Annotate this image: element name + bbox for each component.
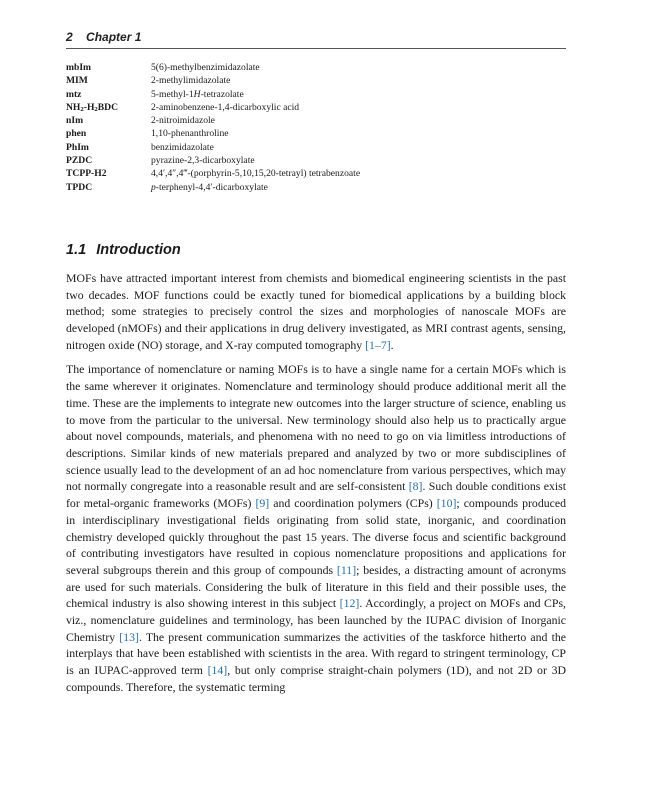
section-title: Introduction bbox=[96, 241, 181, 258]
citation-link[interactable]: [1–7] bbox=[365, 337, 391, 352]
paragraph bbox=[66, 270, 566, 354]
abbreviation-term: nIm bbox=[66, 115, 84, 127]
abbreviation-definition: 1,10-phenanthroline bbox=[151, 128, 229, 140]
citation-link[interactable]: [14] bbox=[207, 663, 228, 678]
section-heading bbox=[66, 242, 566, 258]
abbreviation-row bbox=[66, 181, 566, 194]
citation-link[interactable]: [8] bbox=[408, 479, 423, 494]
abbreviation-term: mtz bbox=[66, 88, 82, 100]
abbreviation-term: PZDC bbox=[66, 155, 93, 167]
paragraph-text: MOFs have attracted important interest from chemists and biomedical engineering scientists in the past two decades. MOF functions could be exactly tuned for biomedical applications by a building block method; some strategies to precisely control the sizes and morphologies of nanoscale MOFs are developed (nMOFs) and their applications in drug delivery investigated, as MRI contrast agents, sensing, nitrogen oxide (NO) storage, and X-ray computed tomography bbox=[66, 270, 566, 352]
paragraph-text: ; compounds produced in interdisciplinary investigational fields originating from solid state, inorganic, and coordination chemistry developed quickly throughout the past 15 years. The diverse focus and scientific background of contributing investigators have resulted in copious nomenclature propositions and applications for several subgroups therein and this group of compounds bbox=[66, 496, 566, 577]
abbreviation-row bbox=[66, 74, 566, 87]
abbreviation-row bbox=[66, 88, 566, 101]
abbreviation-row bbox=[66, 167, 566, 180]
abbreviation-definition: pyrazine-2,3-dicarboxylate bbox=[151, 155, 255, 167]
paragraph-text: and coordination polymers (CPs) bbox=[269, 496, 437, 511]
abbreviation-row bbox=[66, 141, 566, 154]
abbreviation-row bbox=[66, 154, 566, 167]
paragraph-text: The importance of nomenclature or naming MOFs is to have a single name for a certain MOFs which is the same wherever it originates. Nomenclature and terminology should produce additional merit all the time. These are the implements to integrate new outcomes into the larger structure of science, enabling us to move from the particular to the universal. New terminology should also help us to practically argue about novel compounds, materials, and phenomena with no need to go on via limitless introductions of descriptions. Similar kinds of new materials prepared and analyzed by two or more subdisciplines of science usually lead to the development of an ad hoc nomenclature from various perspectives, which may not normally congregate into a reasonable result and are self-consistent bbox=[66, 362, 566, 494]
paragraph-text: . Accordingly, a project on MOFs and CPs, viz., nomenclature guidelines and terminology, has been launched by the IUPAC division of Inorganic Chemistry bbox=[66, 596, 566, 644]
abbreviation-term: mbIm bbox=[66, 62, 92, 73]
page bbox=[66, 30, 566, 696]
chapter-label: Chapter 1 bbox=[86, 30, 142, 44]
abbreviation-term: $NH_2-H_2BDC$ bbox=[66, 101, 119, 113]
abbreviation-definition: benzimidazolate bbox=[151, 141, 214, 153]
citation-link[interactable]: [11] bbox=[336, 562, 357, 577]
citation-link[interactable]: [12] bbox=[339, 596, 360, 611]
abbreviation-term: TPDC bbox=[66, 181, 93, 193]
abbreviation-definition: 4,4′,4″,4‴-(porphyrin-5,10,15,20-tetrayl) tetrabenzoate bbox=[151, 168, 361, 180]
abbreviation-definition: 5(6)-methylbenzimidazolate bbox=[151, 62, 260, 73]
abbreviation-row bbox=[66, 114, 566, 127]
page-number: 2 bbox=[66, 30, 73, 44]
abbreviation-row bbox=[66, 61, 566, 74]
abbreviation-definition: 2-nitroimidazole bbox=[151, 115, 215, 127]
paragraph-text: . The present communication summarizes the activities of the taskforce hitherto and the interplays that have been established with scientists in the area. With regard to stringent terminology, CP is an IUPAC-approved term bbox=[66, 629, 566, 678]
paragraph-text: , but only comprise straight-chain polymers (1D), and not 2D or 3D compounds. Therefore, the systematic terming bbox=[66, 663, 566, 694]
citation-link[interactable]: [10] bbox=[436, 496, 457, 511]
abbreviation-row bbox=[66, 101, 566, 114]
abbreviation-term: phen bbox=[66, 128, 87, 140]
paragraph-text: . Such double conditions exist for metal-organic frameworks (MOFs) bbox=[66, 479, 566, 511]
citation-link[interactable]: [9] bbox=[255, 496, 270, 511]
citation-link[interactable]: [13] bbox=[119, 629, 139, 644]
abbreviation-list bbox=[66, 61, 566, 194]
section-number: 1.1 bbox=[66, 241, 87, 258]
running-head bbox=[66, 30, 566, 49]
abbreviation-term: PhIm bbox=[66, 141, 89, 153]
abbreviation-definition: 2-methylimidazolate bbox=[151, 75, 231, 87]
abbreviation-term: TCPP-H2 bbox=[66, 168, 107, 180]
paragraph-text: ; besides, a distracting amount of acronyms are used for such materials. Considering the bulk of literature in this field and their possible uses, the chemical industry is also showing interest in this subject bbox=[66, 562, 566, 611]
abbreviation-definition: 2-aminobenzene-1,4-dicarboxylic acid bbox=[151, 101, 300, 113]
abbreviation-definition: p-terphenyl-4,4′-dicarboxylate bbox=[151, 181, 268, 193]
abbreviation-row bbox=[66, 127, 566, 140]
abbreviation-definition: 5-methyl-1H-tetrazolate bbox=[151, 88, 244, 100]
paragraph bbox=[66, 361, 566, 695]
paragraph-text: . bbox=[390, 337, 394, 352]
abbreviation-term: MIM bbox=[66, 75, 88, 87]
